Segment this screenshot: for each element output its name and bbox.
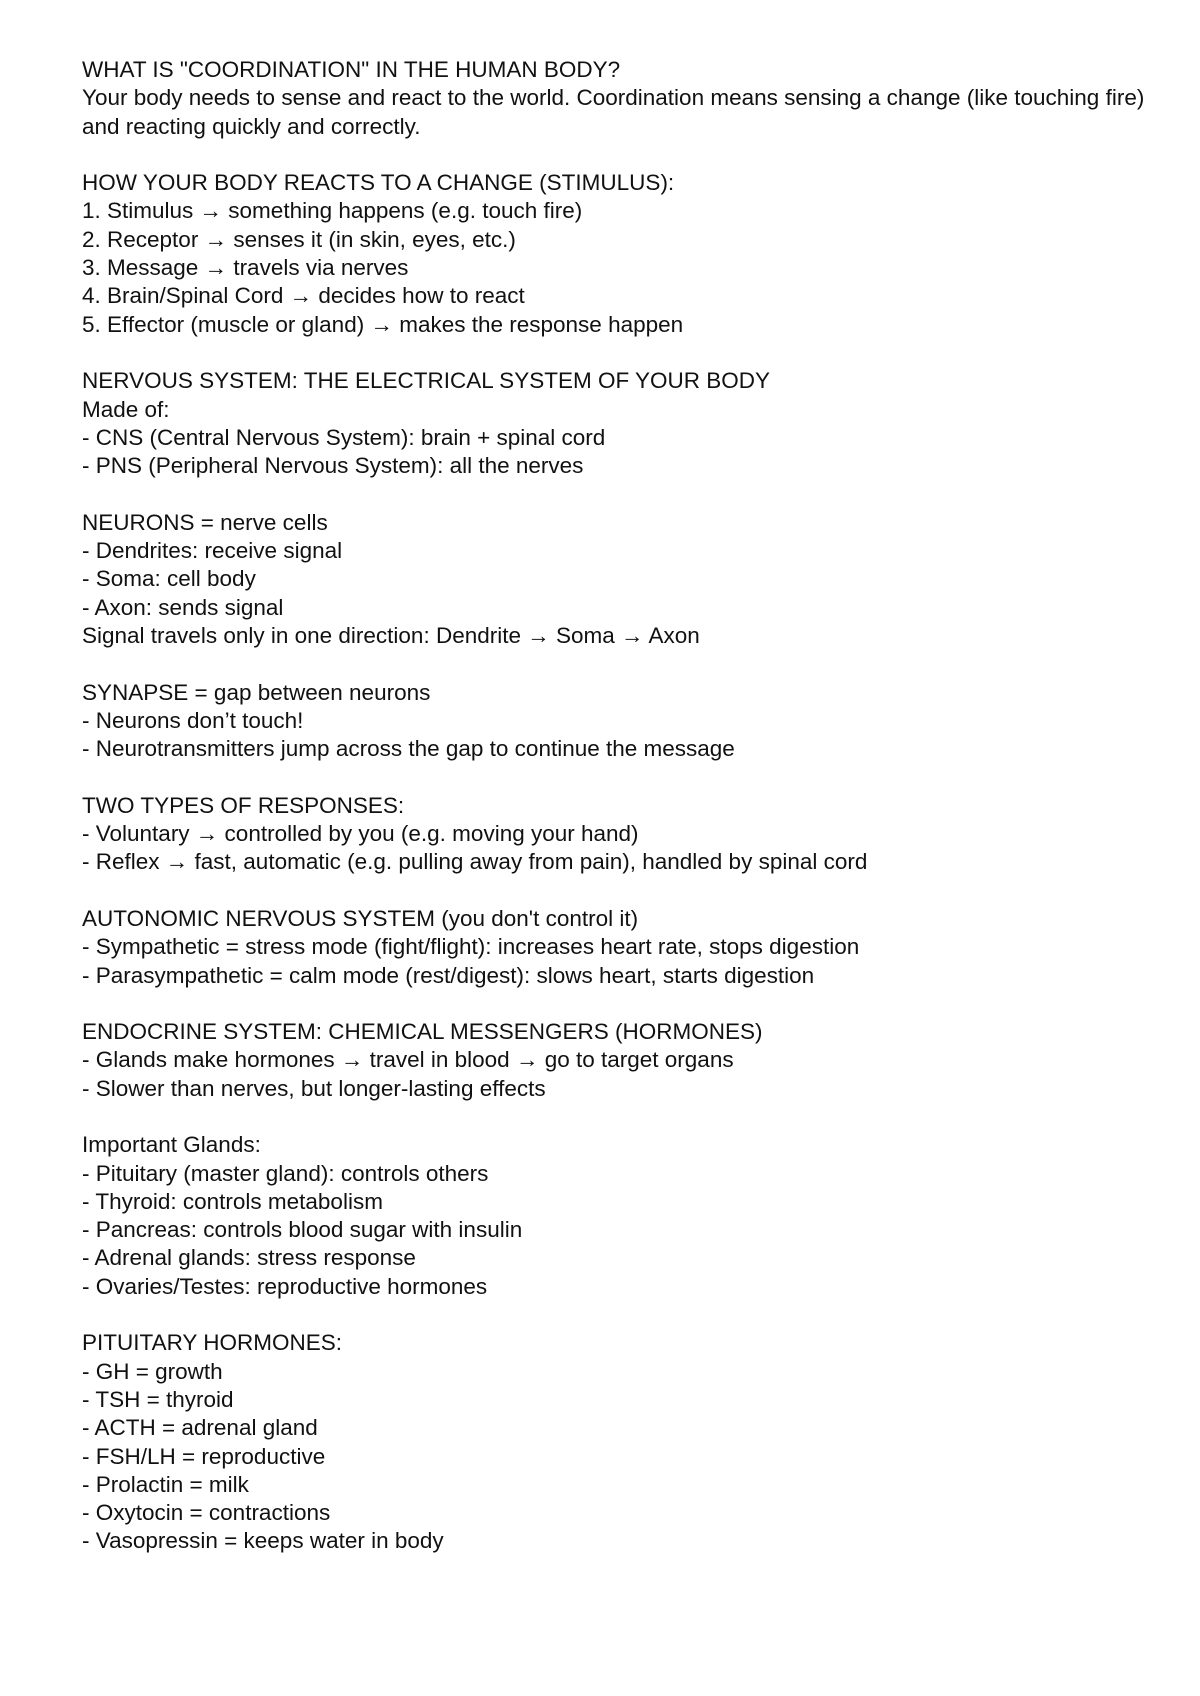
list-item: 2. Receptor → senses it (in skin, eyes, etc.): [82, 226, 516, 252]
section-nervous-system: [82, 367, 1200, 480]
section-stimulus-steps: [82, 169, 1200, 339]
list-item: - Glands make hormones → travel in blood → go to target organs: [82, 1047, 734, 1073]
list-item: - Sympathetic = stress mode (fight/flight): increases heart rate, stops digestion: [82, 934, 860, 960]
list-item: 5. Effector (muscle or gland) → makes the response happen: [82, 311, 684, 337]
section-response-types: [82, 792, 1200, 877]
list-item: - PNS (Peripheral Nervous System): all the nerves: [82, 453, 584, 479]
list-item: - Pituitary (master gland): controls others: [82, 1160, 489, 1186]
list-item: 3. Message → travels via nerves: [82, 255, 409, 281]
list-item: - Parasympathetic = calm mode (rest/digest): slows heart, starts digestion: [82, 962, 815, 988]
section-heading: AUTONOMIC NERVOUS SYSTEM (you don't control it): [82, 905, 639, 931]
body-line: and reacting quickly and correctly.: [82, 113, 421, 139]
document-page: [82, 56, 1200, 1584]
section-autonomic: [82, 905, 1200, 990]
section-pituitary-hormones: [82, 1329, 1200, 1555]
list-item: - Voluntary → controlled by you (e.g. moving your hand): [82, 821, 639, 847]
list-item: - Pancreas: controls blood sugar with insulin: [82, 1217, 523, 1243]
section-heading: ENDOCRINE SYSTEM: CHEMICAL MESSENGERS (HORMONES): [82, 1019, 763, 1045]
section-heading: NERVOUS SYSTEM: THE ELECTRICAL SYSTEM OF YOUR BODY: [82, 368, 771, 394]
list-item: - Vasopressin = keeps water in body: [82, 1528, 444, 1554]
body-line: Made of:: [82, 396, 170, 422]
section-heading: Important Glands:: [82, 1132, 261, 1158]
list-item: - Adrenal glands: stress response: [82, 1245, 416, 1271]
body-line: Your body needs to sense and react to the world. Coordination means sensing a change (like touching fire): [82, 85, 1145, 111]
section-coordination: [82, 56, 1200, 141]
list-item: - Axon: sends signal: [82, 594, 284, 620]
list-item: - Neurons don’t touch!: [82, 707, 304, 733]
list-item: 4. Brain/Spinal Cord → decides how to react: [82, 283, 525, 309]
section-heading: PITUITARY HORMONES:: [82, 1330, 343, 1356]
body-line: Signal travels only in one direction: Dendrite → Soma → Axon: [82, 622, 700, 648]
list-item: - Dendrites: receive signal: [82, 538, 343, 564]
list-item: - Slower than nerves, but longer-lasting effects: [82, 1075, 546, 1101]
list-item: - Oxytocin = contractions: [82, 1500, 331, 1526]
section-endocrine: [82, 1018, 1200, 1103]
section-heading: HOW YOUR BODY REACTS TO A CHANGE (STIMULUS):: [82, 170, 675, 196]
list-item: - ACTH = adrenal gland: [82, 1415, 318, 1441]
list-item: - GH = growth: [82, 1358, 223, 1384]
section-heading: NEURONS = nerve cells: [82, 509, 328, 535]
list-item: - TSH = thyroid: [82, 1386, 234, 1412]
list-item: - Ovaries/Testes: reproductive hormones: [82, 1273, 488, 1299]
list-item: - FSH/LH = reproductive: [82, 1443, 326, 1469]
section-synapse: [82, 679, 1200, 764]
section-neurons: [82, 509, 1200, 650]
list-item: - CNS (Central Nervous System): brain + spinal cord: [82, 424, 606, 450]
list-item: - Thyroid: controls metabolism: [82, 1188, 383, 1214]
list-item: 1. Stimulus → something happens (e.g. touch fire): [82, 198, 583, 224]
section-important-glands: [82, 1131, 1200, 1301]
list-item: - Neurotransmitters jump across the gap to continue the message: [82, 736, 735, 762]
list-item: - Prolactin = milk: [82, 1471, 249, 1497]
list-item: - Soma: cell body: [82, 566, 256, 592]
section-heading: WHAT IS "COORDINATION" IN THE HUMAN BODY?: [82, 57, 621, 82]
list-item: - Reflex → fast, automatic (e.g. pulling away from pain), handled by spinal cord: [82, 849, 868, 875]
section-heading: TWO TYPES OF RESPONSES:: [82, 792, 405, 818]
section-heading: SYNAPSE = gap between neurons: [82, 679, 431, 705]
